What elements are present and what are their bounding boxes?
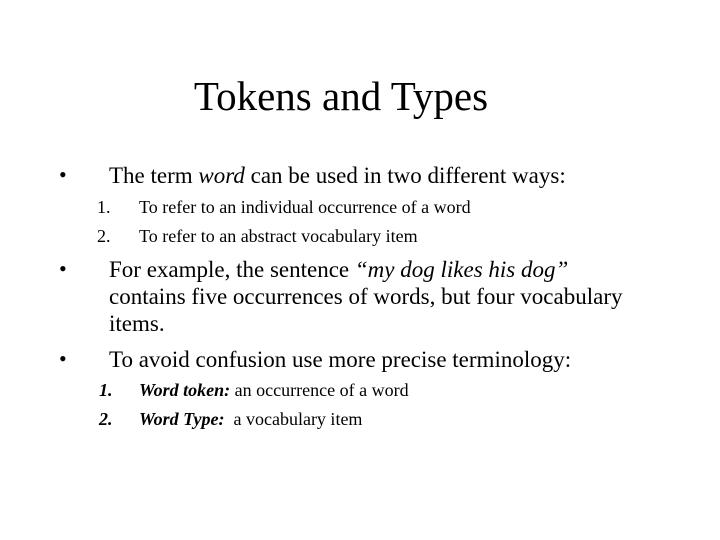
list-item: To refer to an individual occurrence of a word [139, 197, 471, 217]
emphasized-word: word [198, 163, 245, 188]
bullet-marker: • [59, 346, 67, 371]
bullet-text-end: can be used in two different ways: [244, 163, 566, 188]
bullet-definition [109, 162, 669, 189]
list-number: 2. [99, 409, 113, 429]
example-line-3: items. [109, 311, 165, 336]
bullet-marker: • [59, 256, 67, 281]
example-line-1 [109, 256, 669, 283]
bullet-text-start: The term [109, 163, 199, 188]
list-number: 1. [97, 197, 111, 217]
example-line-2: contains five occurrences of words, but four vocabulary [109, 284, 623, 309]
term-definition [139, 379, 679, 401]
bullet-terminology: To avoid confusion use more precise terminology: [109, 347, 572, 372]
term-label: Word token: [139, 380, 231, 400]
term-description: an occurrence of a word [230, 380, 409, 400]
example-sentence: “my dog likes his dog” [354, 257, 569, 282]
term-definition [139, 408, 679, 430]
term-description: a vocabulary item [224, 409, 363, 429]
list-number: 2. [97, 226, 111, 246]
slide-title: Tokens and Types [193, 73, 489, 119]
example-text-start: For example, the sentence [109, 257, 355, 282]
bullet-example [109, 256, 669, 337]
bullet-marker: • [59, 162, 67, 187]
list-number: 1. [99, 380, 113, 400]
term-label: Word Type: [139, 409, 225, 429]
list-item: To refer to an abstract vocabulary item [139, 226, 418, 246]
